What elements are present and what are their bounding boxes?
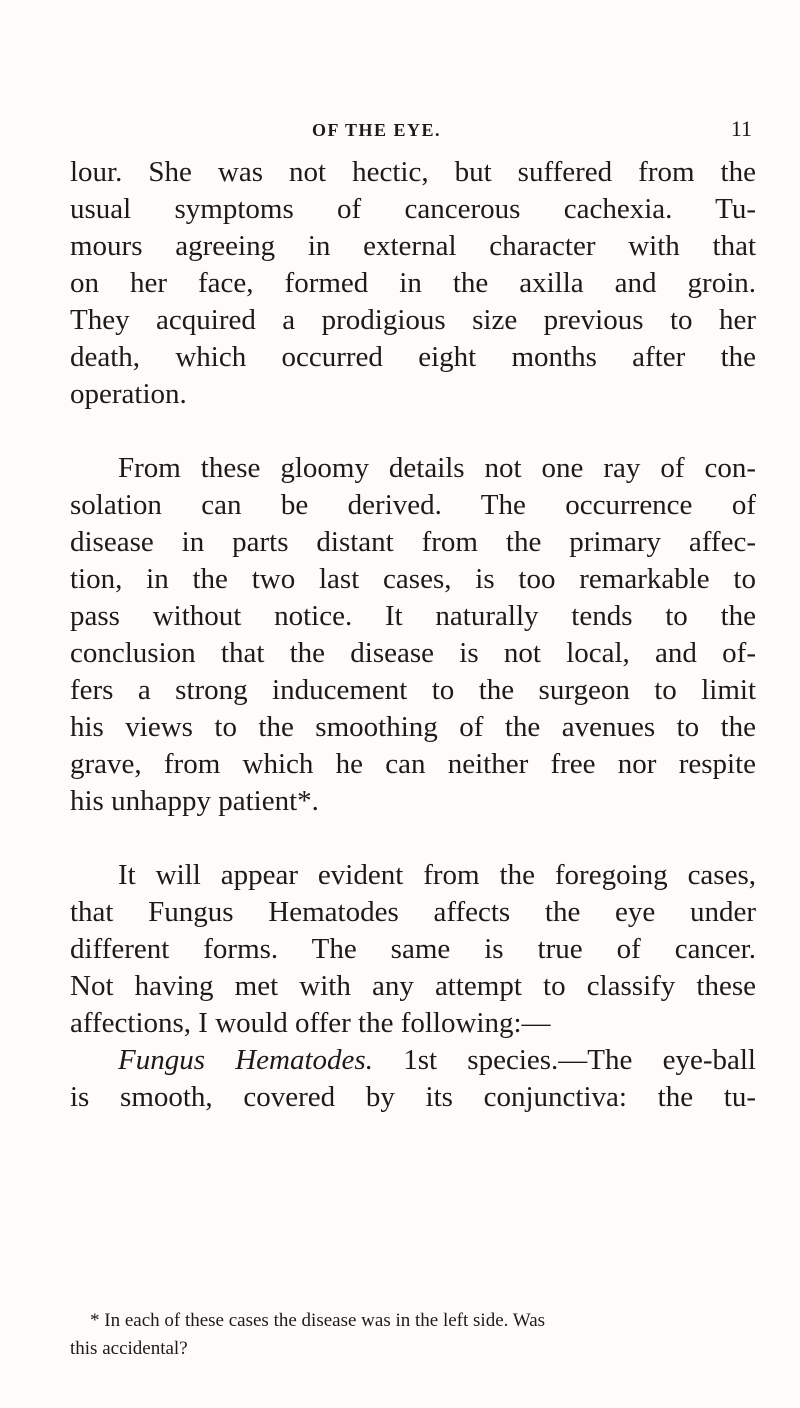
text-line: mours agreeing in external character with that <box>70 230 756 262</box>
paragraph-gap <box>70 413 756 450</box>
text-line: usual symptoms of cancerous cachexia. Tu- <box>70 193 756 225</box>
footnote-line: this accidental? <box>70 1338 188 1359</box>
text-line: fers a strong inducement to the surgeon to limit <box>70 674 756 706</box>
text-line: different forms. The same is true of cancer. <box>70 933 756 965</box>
text-line: From these gloomy details not one ray of con- <box>118 452 756 484</box>
text-line: They acquired a prodigious size previous to her <box>70 304 756 336</box>
text-line: solation can be derived. The occurrence of <box>70 489 756 521</box>
text-line: It will appear evident from the foregoing cases, <box>118 859 756 891</box>
text-line: affections, I would offer the following:— <box>70 1007 551 1039</box>
text-line: is smooth, covered by its conjunctiva: the tu- <box>70 1081 756 1113</box>
species-text: 1st species.—The eye-ball <box>372 1044 756 1076</box>
text-line: Not having met with any attempt to classify these <box>70 970 756 1002</box>
text-line: death, which occurred eight months after the <box>70 341 756 373</box>
text-line: disease in parts distant from the primary affec- <box>70 526 756 558</box>
text-line: that Fungus Hematodes affects the eye under <box>70 896 756 928</box>
running-head <box>312 116 752 144</box>
running-head-title: OF THE EYE. <box>312 120 442 140</box>
paragraph-gap <box>70 820 756 857</box>
body-text <box>70 154 756 1116</box>
text-line: his unhappy patient*. <box>70 785 319 817</box>
text-line: pass without notice. It naturally tends to the <box>70 600 756 632</box>
paragraph-2 <box>70 450 756 820</box>
text-line: grave, from which he can neither free nor respite <box>70 748 756 780</box>
species-line <box>70 1042 756 1079</box>
paragraph-1 <box>70 154 756 413</box>
text-line: tion, in the two last cases, is too remarkable to <box>70 563 756 595</box>
footnote-line: * In each of these cases the disease was in the left side. Was <box>90 1310 546 1331</box>
text-line: conclusion that the disease is not local, and of- <box>70 637 756 669</box>
text-line: operation. <box>70 378 187 410</box>
text-line: lour. She was not hectic, but suffered from the <box>70 156 756 188</box>
text-line: on her face, formed in the axilla and groin. <box>70 267 756 299</box>
page-number: 11 <box>730 116 752 141</box>
footnote <box>70 1307 756 1363</box>
species-name: Fungus Hematodes. <box>118 1044 373 1076</box>
text-line: his views to the smoothing of the avenues to the <box>70 711 756 743</box>
paragraph-3 <box>70 857 756 1116</box>
